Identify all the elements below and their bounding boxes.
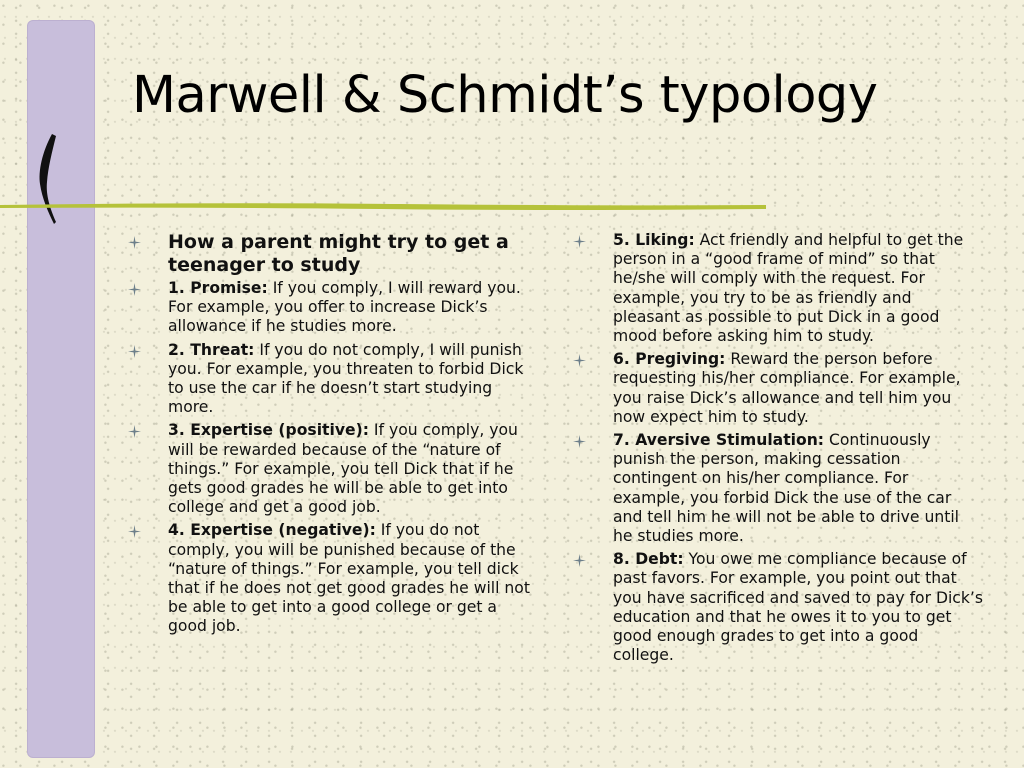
sparkle-bullet-icon [128,425,141,438]
list-item [573,550,983,665]
list-item [573,350,983,427]
list-item-heading [128,231,538,277]
left-column [128,231,538,641]
list-item [128,421,538,517]
list-item [128,341,538,418]
title-underline-rule [0,199,766,213]
item-text: Act friendly and helpful to get the person in a “good frame of mind” so that he/she will comply with the request. For example, you try to be as friendly and pleasant as possible to put Dick in a good mood before asking him to study. [613,231,964,346]
sparkle-bullet-icon [128,525,141,538]
slide-title: Marwell & Schmidt’s typology [132,66,878,125]
item-text: Reward the person before requesting his/her compliance. For example, you raise Dick’s allowance and tell him you now expect him to study. [613,350,961,426]
item-label: 3. Expertise (positive): [168,421,369,440]
list-item [128,521,538,636]
item-text: If you do not comply, I will punish you. For example, you threaten to forbid Dick to use the car if he doesn’t start studying more. [168,340,524,417]
item-text: If you comply, I will reward you. For example, you offer to increase Dick’s allowance if he studies more. [168,279,521,336]
sparkle-bullet-icon [573,554,586,567]
list-item [573,431,983,546]
sparkle-bullet-icon [573,354,586,367]
list-item [573,231,983,346]
item-text: If you do not comply, you will be punished because of the “nature of things.” For example, you tell dick that if he does not get good grades he will not be able to get into a good college or get a good job. [168,521,530,636]
item-text: If you comply, you will be rewarded because of the “nature of things.” For example, you tell Dick that if he gets good grades he will be able to get into college and get a good job. [168,421,518,517]
sparkle-bullet-icon [573,435,586,448]
item-label: 5. Liking: [613,231,695,249]
item-label: 4. Expertise (negative): [168,521,376,540]
item-text: Continuously punish the person, making cessation contingent on his/her compliance. For example, you forbid Dick the use of the car and tell him he will not be able to drive until he studies more. [613,431,959,546]
item-label: 8. Debt: [613,550,684,569]
sparkle-bullet-icon [128,345,141,358]
right-column [573,231,983,669]
left-decorative-bar [27,20,95,758]
item-label: 2. Threat: [168,340,255,359]
column-heading: How a parent might try to get a teenager to study [168,231,509,276]
item-label: 6. Pregiving: [613,350,726,369]
item-label: 1. Promise: [168,279,268,297]
sparkle-bullet-icon [128,236,141,249]
item-text: You owe me compliance because of past favors. For example, you point out that you have sacrificed and saved to pay for Dick’s education and that he owes it to you to get good enough grades to get into a good college. [613,550,983,665]
item-label: 7. Aversive Stimulation: [613,431,825,450]
list-item [128,279,538,337]
sparkle-bullet-icon [573,235,586,248]
sparkle-bullet-icon [128,283,141,296]
